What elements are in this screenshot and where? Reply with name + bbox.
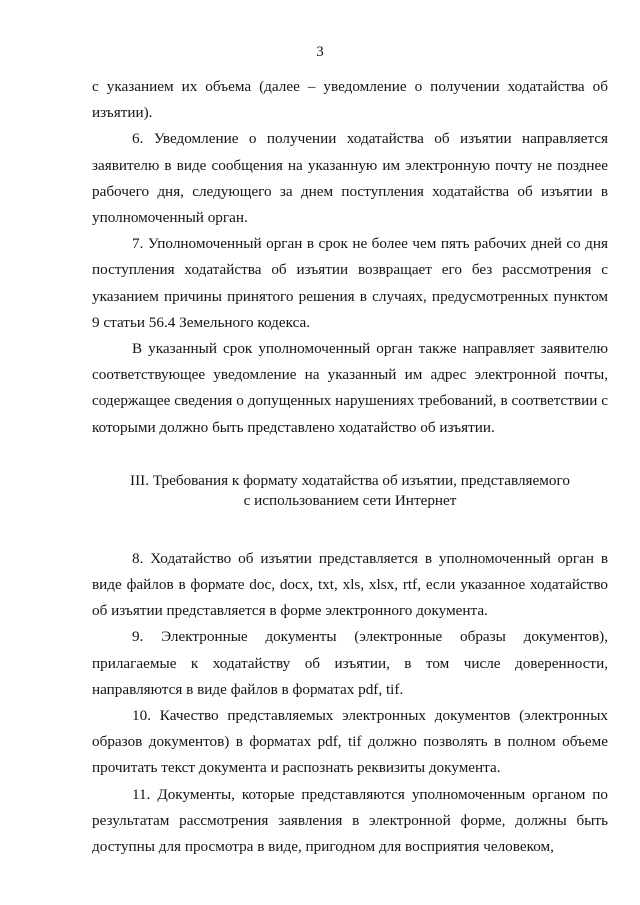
- paragraph-item-11: 11. Документы, которые представляются уполномоченным органом по результатам рассмотрения заявления в электронной форме, должны быть доступны для просмотра в виде, пригодном для восприятия человеком,: [92, 785, 608, 856]
- paragraph-item-10: 10. Качество представляемых электронных документов (электронных образов документов) в форматах pdf, tif должно позволять в полном объеме прочитать текст документа и распознать реквизиты документа.: [92, 707, 608, 777]
- document-body: [92, 74, 608, 860]
- paragraph-item-7: 7. Уполномоченный орган в срок не более чем пять рабочих дней со дня поступления ходатайства об изъятии возвращает его без рассмотрения с указанием причины принятого решения в случаях, предусмотренных пунктом 9 статьи 56.4 Земельного кодекса.: [92, 235, 608, 331]
- section-heading-line-1: III. Требования к формату ходатайства об изъятии, представляемого: [130, 471, 570, 489]
- section-heading-iii: [92, 441, 608, 546]
- page-number: 3: [316, 44, 324, 60]
- section-heading-line-2: с использованием сети Интернет: [243, 491, 457, 509]
- paragraph-item-9: 9. Электронные документы (электронные образы документов), прилагаемые к ходатайству об изъятии, в том числе доверенности, направляются в виде файлов в форматах pdf, tif.: [92, 628, 608, 698]
- paragraph-item-8: 8. Ходатайство об изъятии представляется в уполномоченный орган в виде файлов в формате doc, docx, txt, xls, xlsx, rtf, если указанное ходатайство об изъятии представляется в форме электронного документа.: [92, 549, 608, 620]
- paragraph-continuation: с указанием их объема (далее – уведомление о получении ходатайства об изъятии).: [92, 78, 608, 122]
- paragraph-item-7-notice: В указанный срок уполномоченный орган также направляет заявителю соответствующее уведомление на указанный им адрес электронной почты, содержащее сведения о допущенных нарушениях требований, в соответствии с которыми должно быть представлено ходатайство об изъятии.: [92, 340, 608, 436]
- paragraph-item-6: 6. Уведомление о получении ходатайства об изъятии направляется заявителю в виде сообщения на указанную им электронную почту не позднее рабочего дня, следующего за днем поступления ходатайства об изъятии в уполномоченный орган.: [92, 130, 608, 227]
